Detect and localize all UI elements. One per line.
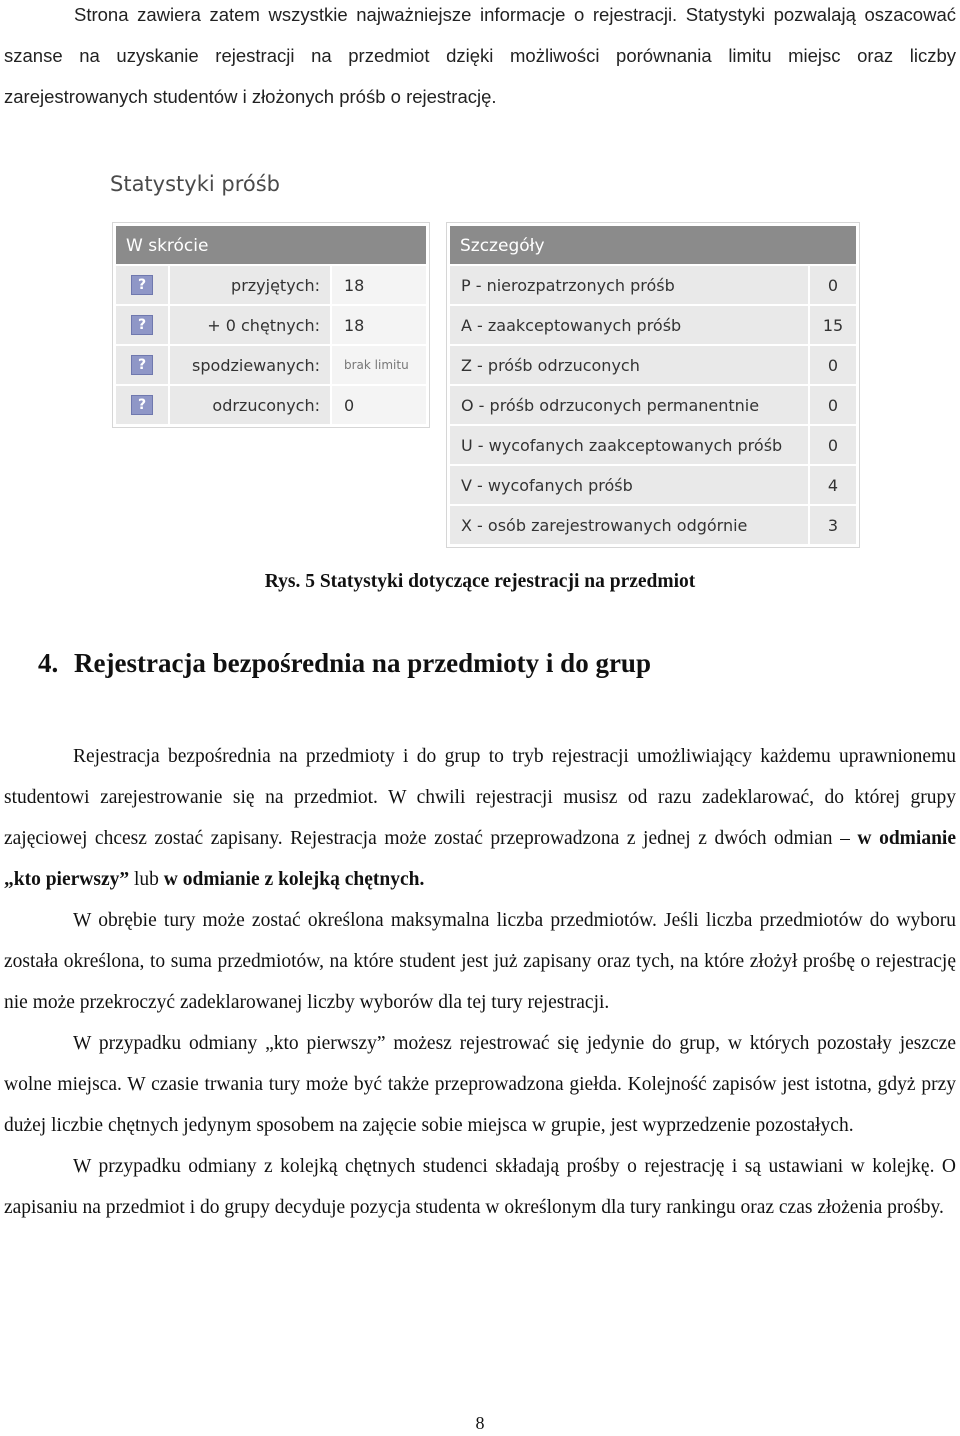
section-body [4, 736, 956, 1228]
summary-row [116, 386, 426, 424]
details-label: X - osób zarejestrowanych odgórnie [450, 506, 808, 544]
details-label: V - wycofanych próśb [450, 466, 808, 504]
details-row [450, 506, 856, 544]
section-number: 4. [38, 648, 59, 678]
details-value: 0 [810, 346, 856, 384]
paragraph-1-bold-variant-first: w odmianie „kto pierwszy” [4, 828, 956, 890]
help-icon[interactable]: ? [131, 275, 153, 295]
details-label: P - nierozpatrzonych próśb [450, 266, 808, 304]
summary-panel-header: W skrócie [116, 226, 426, 264]
summary-row [116, 346, 426, 384]
paragraph-3: W przypadku odmiany „kto pierwszy” możesz rejestrować się jedynie do grup, w których pozostały jeszcze wolne miejsca. W czasie trwania tury może być także przeprowadzona giełda. Kolejność zapisów jest istotna, gdyż przy dużej liczbie chętnych jedynym sposobem na zajęcie sobie miejsca w grupie, jest wyprzedzenie pozostałych. [4, 1033, 956, 1136]
help-icon[interactable]: ? [131, 355, 153, 375]
details-label: U - wycofanych zaakceptowanych próśb [450, 426, 808, 464]
summary-value: 0 [332, 386, 426, 424]
intro-text: Strona zawiera zatem wszystkie najważniejsze informacje o rejestracji. Statystyki pozwalają oszacować szanse na uzyskanie rejestracji na przedmiot dzięki możliwości porównania limitu miejsc oraz liczby zarejestrowanych studentów i złożonych próśb o rejestrację. [4, 4, 956, 107]
paragraph-1-bold-variant-queue: w odmianie z kolejką chętnych. [163, 869, 425, 890]
details-panel-header: Szczegóły [450, 226, 856, 264]
summary-value: brak limitu [332, 346, 426, 384]
details-value: 0 [810, 266, 856, 304]
paragraph-4: W przypadku odmiany z kolejką chętnych studenci składają prośby o rejestrację i są ustawiani w kolejkę. O zapisaniu na przedmiot i do grupy decyduje pozycja studenta w określonym dla tury rankingu oraz czas złożenia prośby. [4, 1156, 956, 1218]
details-value: 0 [810, 426, 856, 464]
details-label: A - zaakceptowanych próśb [450, 306, 808, 344]
details-label: O - próśb odrzuconych permanentnie [450, 386, 808, 424]
details-row [450, 386, 856, 424]
summary-label: + 0 chętnych: [170, 306, 330, 344]
details-panel [446, 222, 860, 548]
details-label: Z - próśb odrzuconych [450, 346, 808, 384]
figure-caption: Rys. 5 Statystyki dotyczące rejestracji na przedmiot [264, 571, 696, 592]
page-number: 8 [475, 1413, 485, 1433]
details-value: 0 [810, 386, 856, 424]
paragraph-2: W obrębie tury może zostać określona maksymalna liczba przedmiotów. Jeśli liczba przedmiotów do wyboru została określona, to suma przedmiotów, na które student jest już zapisany oraz tych, na które złożył prośbę o rejestrację nie może przekroczyć zadeklarowanej liczby wyborów dla tej tury rejestracji. [4, 910, 956, 1013]
details-row [450, 426, 856, 464]
details-row [450, 466, 856, 504]
figure-title: Statystyki próśb [110, 172, 280, 196]
details-row [450, 346, 856, 384]
help-icon[interactable]: ? [131, 315, 153, 335]
details-value: 4 [810, 466, 856, 504]
summary-value: 18 [332, 306, 426, 344]
summary-row [116, 306, 426, 344]
details-value: 3 [810, 506, 856, 544]
paragraph-1-connector: lub [129, 869, 164, 890]
section-title: Rejestracja bezpośrednia na przedmioty i do grup [74, 648, 651, 678]
intro-paragraph [4, 0, 956, 117]
summary-label: przyjętych: [170, 266, 330, 304]
details-value: 15 [810, 306, 856, 344]
help-icon[interactable]: ? [131, 395, 153, 415]
paragraph-1-text: Rejestracja bezpośrednia na przedmioty i do grup to tryb rejestracji umożliwiający każdemu uprawnionemu studentowi zarejestrowanie się na przedmiot. W chwili rejestracji musisz od razu zadeklarować, do której grupy zajęciowej chcesz zostać zapisany. Rejestracja może zostać przeprowadzona z jednej z dwóch odmian – [4, 746, 956, 849]
summary-row [116, 266, 426, 304]
section-heading [38, 648, 651, 679]
details-row [450, 266, 856, 304]
summary-label: spodziewanych: [170, 346, 330, 384]
summary-panel [112, 222, 430, 428]
summary-value: 18 [332, 266, 426, 304]
summary-label: odrzuconych: [170, 386, 330, 424]
details-row [450, 306, 856, 344]
paragraph-1 [4, 736, 956, 900]
